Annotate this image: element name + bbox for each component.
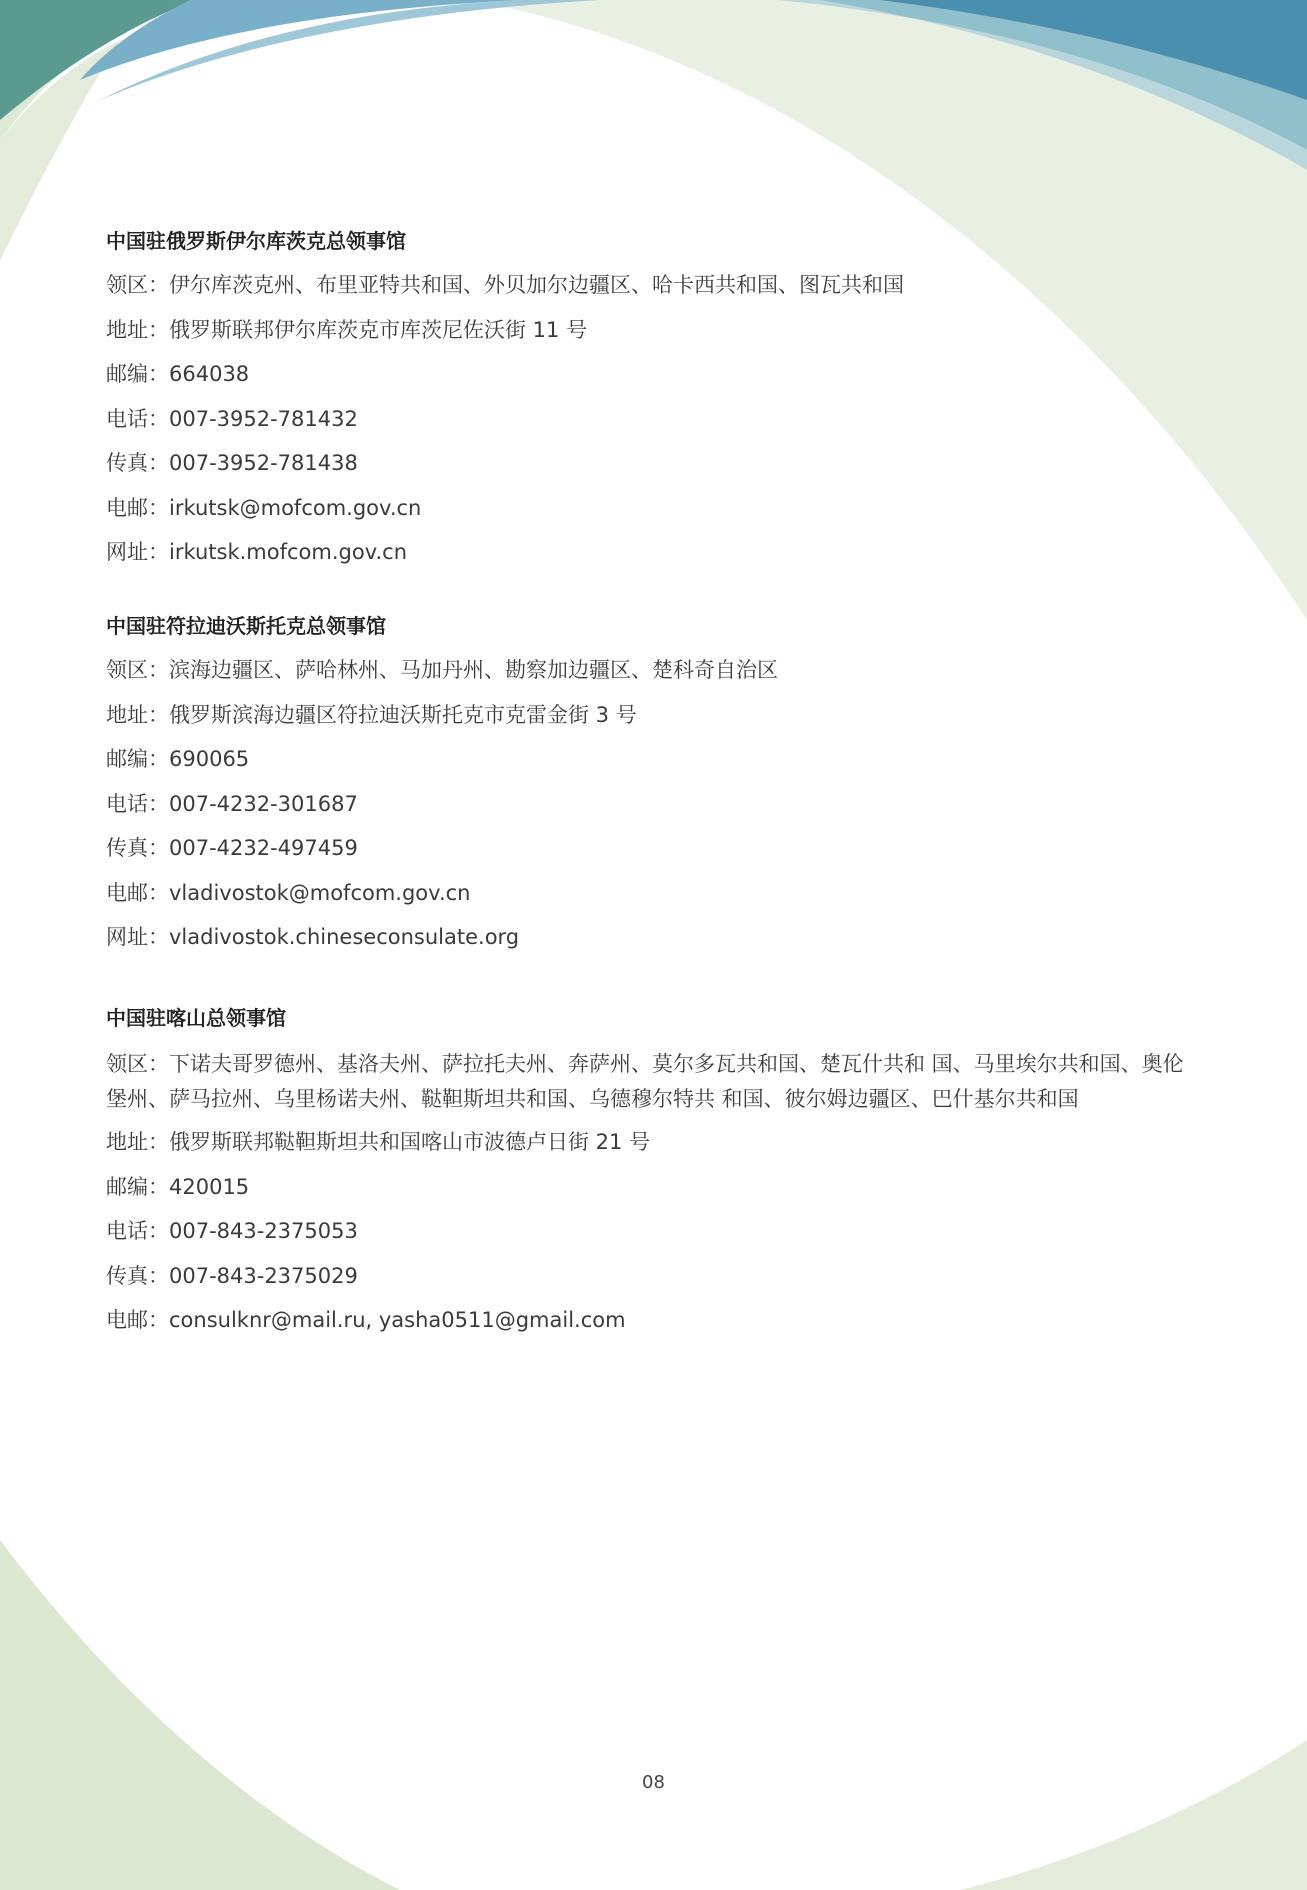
address-line: 地址：俄罗斯滨海边疆区符拉迪沃斯托克市克雷金街 3 号 xyxy=(106,702,637,727)
phone-line: 电话：007-3952-781432 xyxy=(106,406,358,431)
postcode-line: 邮编：420015 xyxy=(106,1174,250,1199)
email-line: 电邮：irkutsk@mofcom.gov.cn xyxy=(106,495,422,520)
jurisdiction-line: 领区：滨海边疆区、萨哈林州、马加丹州、勘察加边疆区、楚科奇自治区 xyxy=(106,658,778,682)
fax-line: 传真：007-3952-781438 xyxy=(106,451,358,475)
postcode-line: 邮编：664038 xyxy=(106,362,250,386)
website-line: 网址：irkutsk.mofcom.gov.cn xyxy=(106,540,408,564)
fax-line: 传真：007-4232-497459 xyxy=(106,836,358,860)
jurisdiction-line: 领区：下诺夫哥罗德州、基洛夫州、萨拉托夫州、奔萨州、莫尔多瓦共和国、楚瓦什共和 国、马里埃尔共和国、奥伦堡州、萨马拉州、乌里杨诺夫州、鞑靼斯坦共和国、乌德穆尔特共 和国、彼尔姆边疆区、巴什基尔共和国 xyxy=(106,1052,1184,1111)
jurisdiction-line: 领区：伊尔库茨克州、布里亚特共和国、外贝加尔边疆区、哈卡西共和国、图瓦共和国 xyxy=(106,273,904,297)
consulate-section-irkutsk xyxy=(106,226,1206,582)
email-line: 电邮：consulknr@mail.ru, yasha0511@gmail.com xyxy=(106,1308,626,1332)
consulate-title: 中国驻俄罗斯伊尔库茨克总领事馆 xyxy=(106,229,406,253)
email-line: 电邮：vladivostok@mofcom.gov.cn xyxy=(106,880,471,905)
phone-line: 电话：007-843-2375053 xyxy=(106,1219,358,1243)
consulate-title: 中国驻符拉迪沃斯托克总领事馆 xyxy=(106,614,386,638)
fax-line: 传真：007-843-2375029 xyxy=(106,1263,358,1288)
website-line: 网址：vladivostok.chineseconsulate.org xyxy=(106,925,520,949)
page-number: 08 xyxy=(642,1772,665,1793)
consulate-title: 中国驻喀山总领事馆 xyxy=(106,1006,286,1030)
bottom-right-green-wash xyxy=(960,1740,1307,1890)
bottom-left-green-wash xyxy=(0,1540,400,1890)
consulate-section-vladivostok xyxy=(106,611,1206,967)
address-line: 地址：俄罗斯联邦伊尔库茨克市库茨尼佐沃街 11 号 xyxy=(106,317,588,342)
consulate-section-kazan xyxy=(106,1003,1206,1350)
address-line: 地址：俄罗斯联邦鞑靼斯坦共和国喀山市波德卢日街 21 号 xyxy=(106,1130,651,1154)
postcode-line: 邮编：690065 xyxy=(106,747,250,771)
phone-line: 电话：007-4232-301687 xyxy=(106,791,358,816)
